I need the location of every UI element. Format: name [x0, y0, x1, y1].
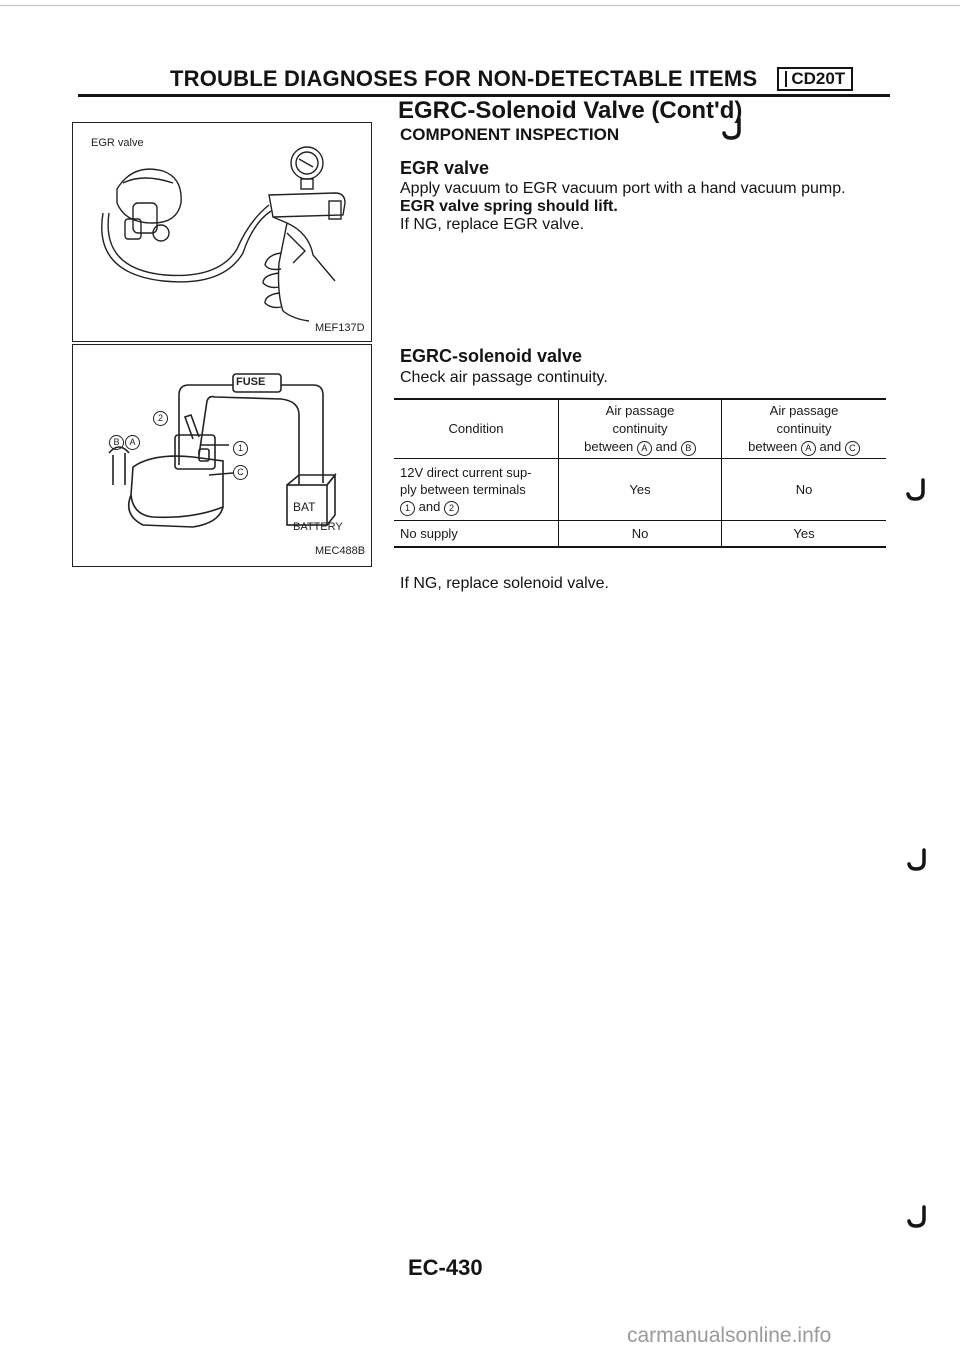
page-header [170, 64, 882, 94]
row1-condition: 12V direct current sup- ply between terminals 1 and 2 [394, 459, 559, 521]
header-ab-line1: Air passage [605, 403, 675, 418]
callout-terminal-1: 1 [233, 441, 248, 456]
header-ac-line2: continuity [776, 421, 832, 436]
header-title: TROUBLE DIAGNOSES FOR NON-DETECTABLE ITEMS [170, 66, 758, 91]
continuity-table [394, 398, 886, 548]
figure2-code: MEC488B [315, 545, 366, 557]
egr-valve-heading: EGR valve [400, 158, 490, 178]
row1-ab: Yes [559, 459, 722, 521]
check-mark-icon [904, 478, 928, 502]
header-condition: Condition [394, 399, 559, 459]
row1-ac: No [722, 459, 887, 521]
header-ac-line3: between A and C [728, 438, 880, 456]
header-ab-line3: between A and B [565, 438, 715, 456]
table-row [394, 459, 886, 521]
header-ab-line2: continuity [612, 421, 668, 436]
badge-bar-icon [785, 71, 787, 87]
bat-label: BAT [293, 500, 316, 514]
egr-valve-line2: EGR valve spring should lift. [400, 198, 618, 215]
header-ac-line1: Air passage [769, 403, 839, 418]
check-mark-icon [905, 848, 929, 872]
model-badge [777, 67, 853, 91]
header-ac [722, 399, 887, 459]
callout-c: C [233, 465, 248, 480]
table-header-row [394, 399, 886, 459]
solenoid-footer: If NG, replace solenoid valve. [400, 575, 609, 592]
row2-condition: No supply [394, 521, 559, 547]
section-title: EGRC-Solenoid Valve (Cont'd) [398, 97, 743, 124]
table-row [394, 521, 886, 547]
solenoid-instruction: Check air passage continuity. [400, 369, 608, 386]
check-mark-icon [905, 1205, 929, 1229]
figure1-label: EGR valve [91, 137, 144, 149]
model-badge-text: CD20T [791, 69, 846, 88]
header-ab [559, 399, 722, 459]
egr-valve-line3: If NG, replace EGR valve. [400, 216, 585, 233]
component-inspection-heading: COMPONENT INSPECTION [400, 125, 620, 144]
solenoid-heading: EGRC-solenoid valve [400, 346, 583, 366]
callout-a: A [125, 435, 140, 450]
callout-terminal-2: 2 [153, 411, 168, 426]
check-mark-icon [720, 117, 744, 141]
row2-ac: Yes [722, 521, 887, 547]
top-edge-rule [0, 5, 960, 6]
page-number: EC-430 [408, 1255, 483, 1280]
figure1-code: MEF137D [315, 322, 365, 334]
egr-valve-line1: Apply vacuum to EGR vacuum port with a hand vacuum pump. [400, 180, 846, 197]
row2-ab: No [559, 521, 722, 547]
callout-b: B [109, 435, 124, 450]
battery-label: BATTERY [293, 521, 343, 533]
watermark: carmanualsonline.info [627, 1324, 832, 1347]
figure-egr-valve [72, 122, 372, 342]
fuse-label: FUSE [236, 376, 266, 388]
figure-solenoid-circuit [72, 344, 372, 567]
egr-valve-illustration [73, 123, 371, 341]
